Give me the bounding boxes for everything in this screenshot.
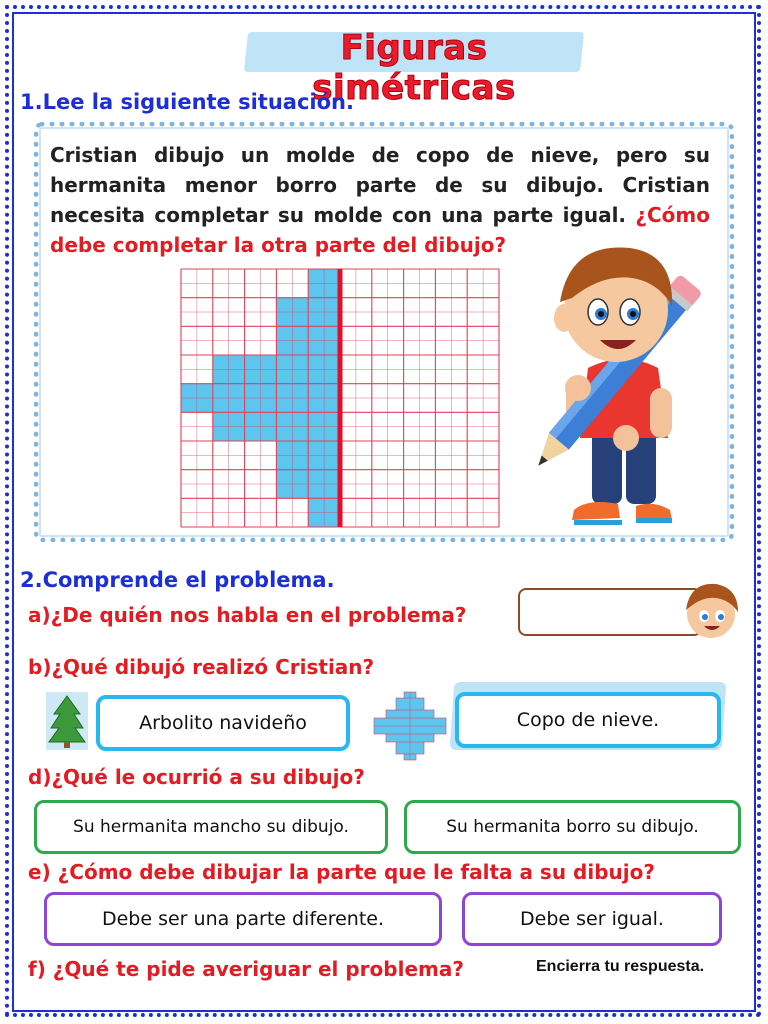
boy-face-icon bbox=[678, 578, 744, 644]
story-question: ¿Cómo debe completar la otra parte del dibujo? bbox=[50, 203, 710, 257]
boy-with-pencil-illustration bbox=[508, 238, 708, 533]
section1-heading: 1.Lee la siguiente situación. bbox=[20, 90, 354, 114]
option-copo-label: Copo de nieve. bbox=[516, 709, 660, 731]
section2-heading: 2.Comprende el problema. bbox=[20, 568, 335, 592]
option-igual-label: Debe ser igual. bbox=[520, 908, 664, 930]
question-d: d)¿Qué le ocurrió a su dibujo? bbox=[28, 765, 365, 789]
option-diferente[interactable] bbox=[44, 892, 442, 946]
question-e: e) ¿Cómo debe dibujar la parte que le falta a su dibujo? bbox=[28, 860, 655, 884]
answer-a-box[interactable] bbox=[518, 588, 702, 636]
question-f: f) ¿Qué te pide averiguar el problema? bbox=[28, 957, 464, 981]
story-text: Cristian dibujo un molde de copo de nieve, pero su hermanita menor borro parte de su dibujo. Cristian necesita completar su molde con una parte igual. bbox=[50, 143, 710, 227]
option-mancho[interactable] bbox=[34, 800, 388, 854]
symmetry-grid bbox=[180, 268, 500, 528]
option-igual[interactable] bbox=[462, 892, 722, 946]
christmas-tree-icon bbox=[46, 692, 88, 750]
option-mancho-label: Su hermanita mancho su dibujo. bbox=[73, 817, 349, 837]
question-b: b)¿Qué dibujó realizó Cristian? bbox=[28, 655, 375, 679]
option-arbolito[interactable] bbox=[96, 695, 350, 751]
option-copo[interactable] bbox=[455, 692, 721, 748]
instruction-text: Encierra tu respuesta. bbox=[536, 958, 705, 975]
option-borro-label: Su hermanita borro su dibujo. bbox=[446, 817, 699, 837]
option-borro[interactable] bbox=[404, 800, 741, 854]
question-a: a)¿De quién nos habla en el problema? bbox=[28, 603, 467, 627]
snowflake-pattern-icon bbox=[368, 690, 452, 762]
option-arbolito-label: Arbolito navideño bbox=[139, 712, 307, 734]
page-title: Figuras simétricas bbox=[312, 28, 516, 108]
option-diferente-label: Debe ser una parte diferente. bbox=[101, 908, 385, 930]
title-banner bbox=[246, 28, 582, 108]
